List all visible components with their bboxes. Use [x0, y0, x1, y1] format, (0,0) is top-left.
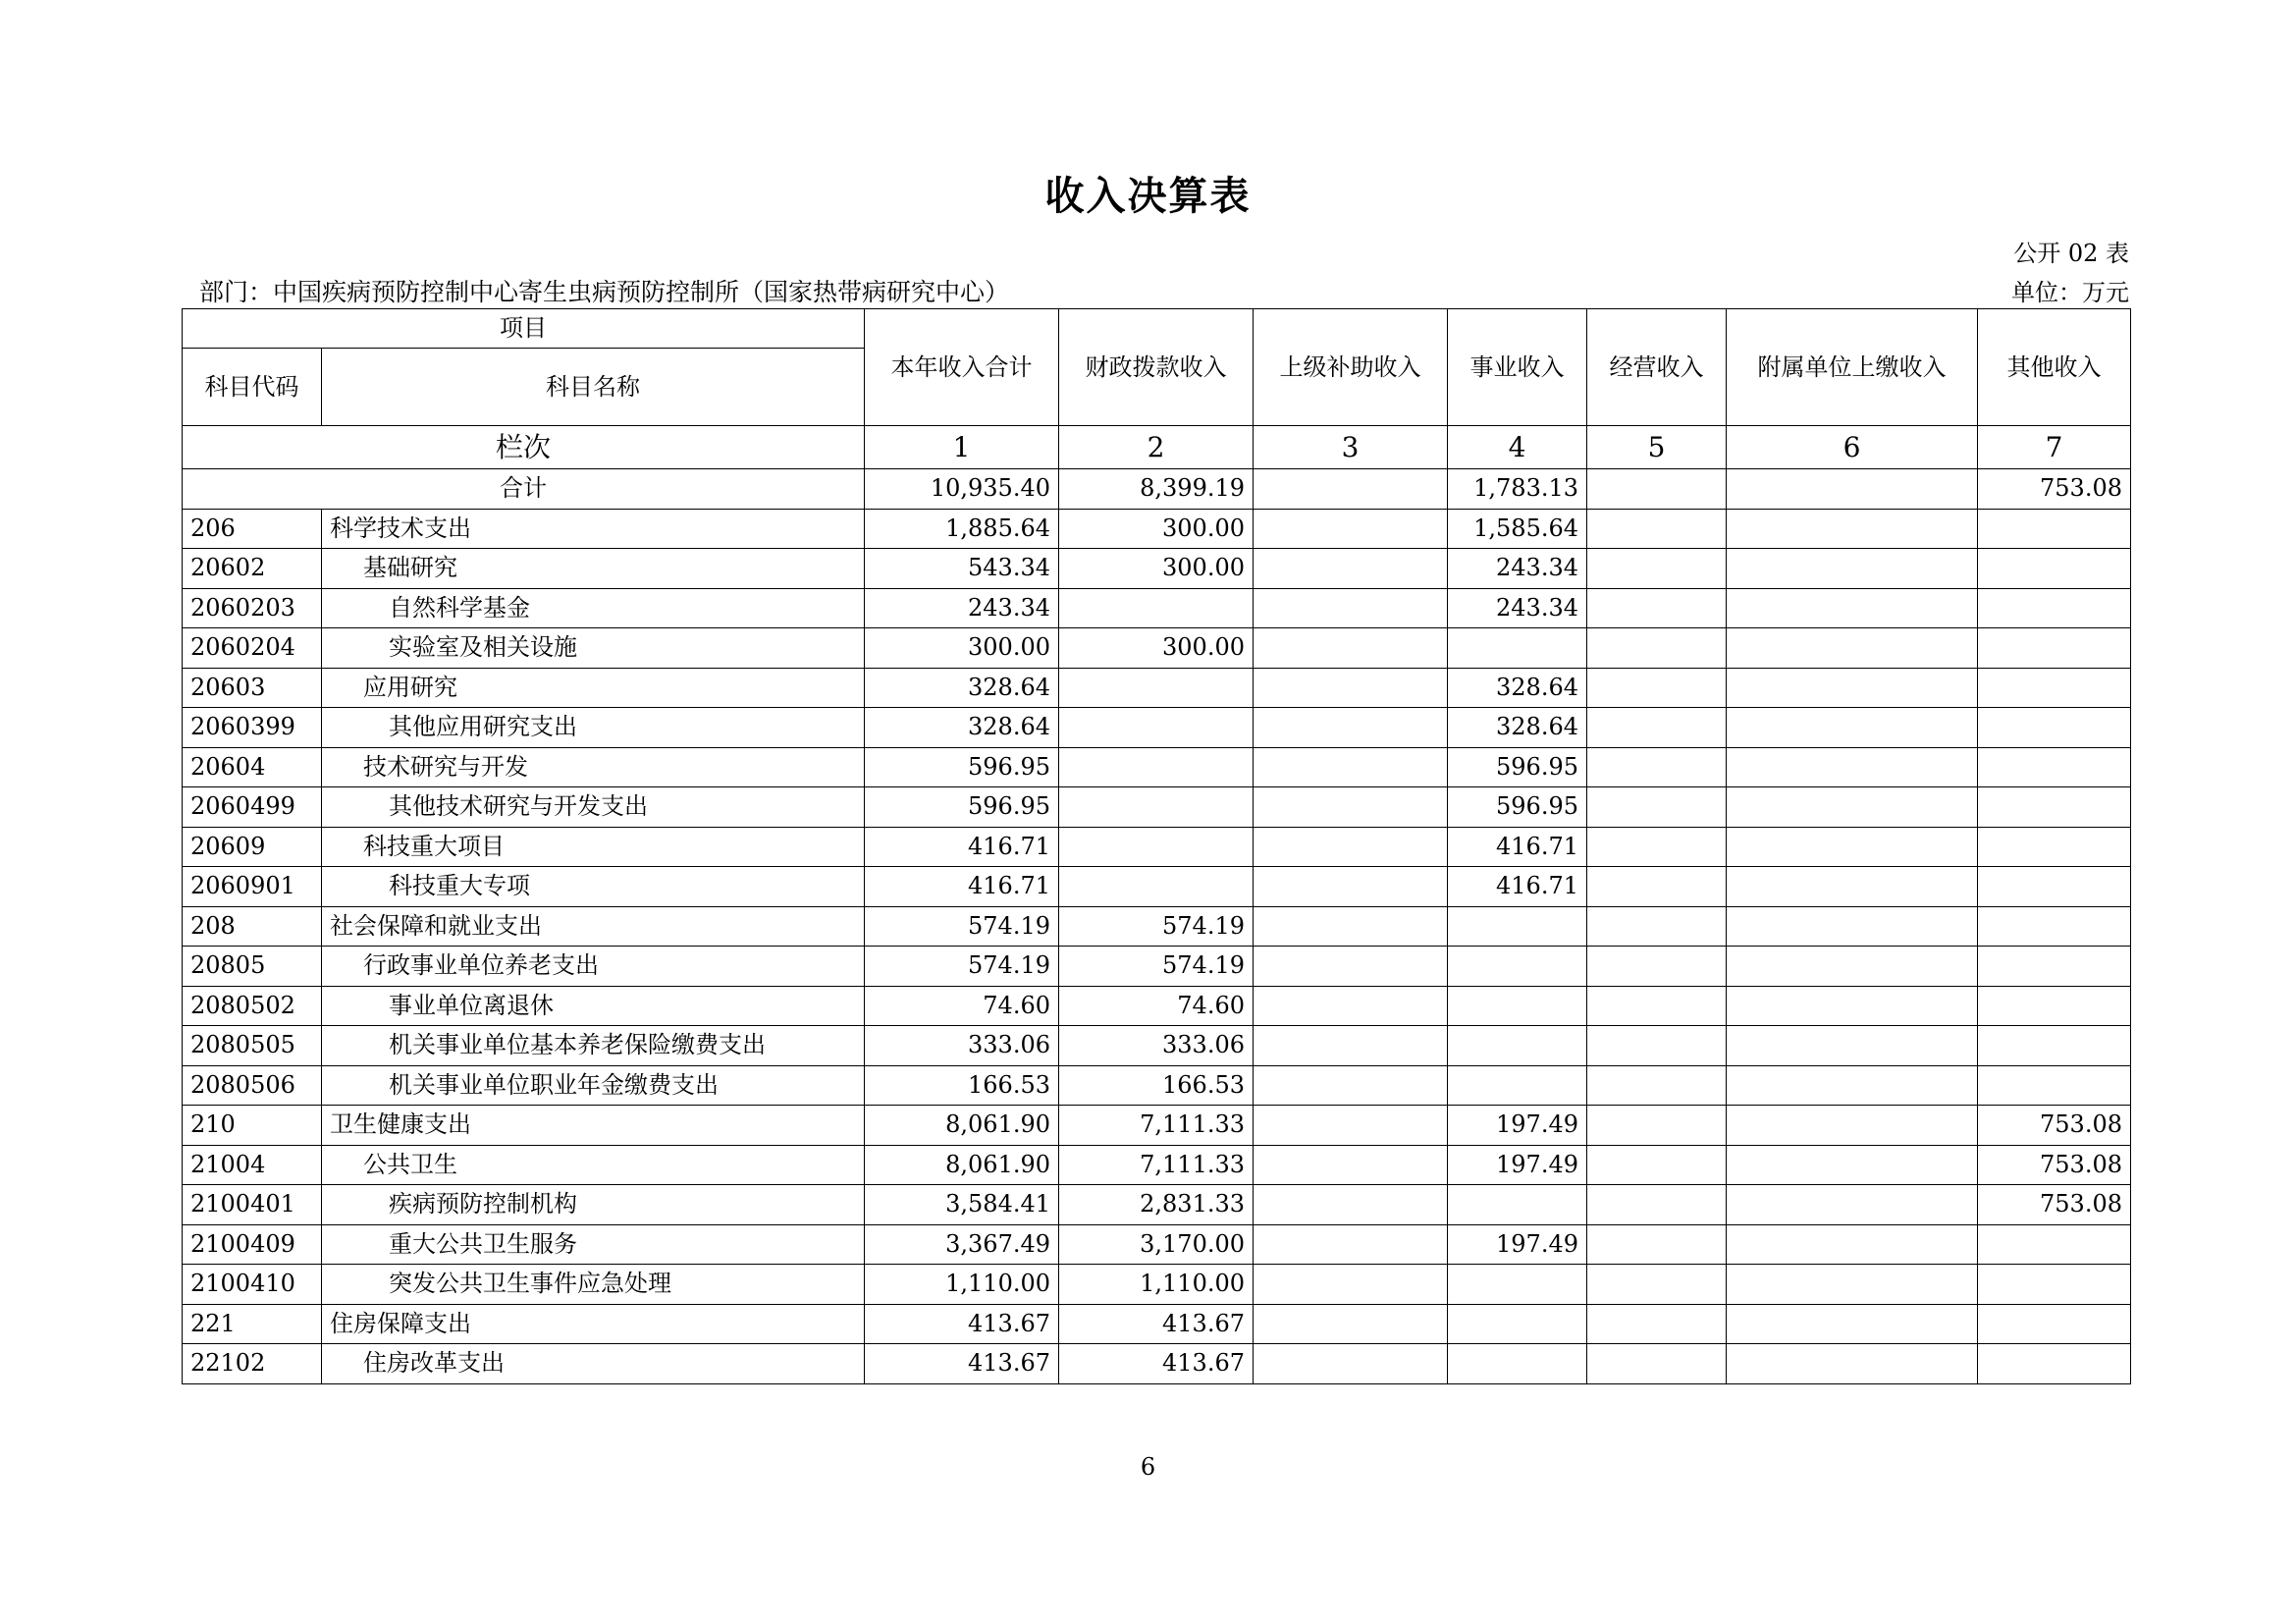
table-row — [183, 1344, 2131, 1384]
value-col2 — [1059, 747, 1254, 787]
value-col5 — [1587, 947, 1727, 987]
value-col1: 543.34 — [865, 549, 1059, 589]
value-col1: 328.64 — [865, 668, 1059, 708]
subject-code: 2060203 — [183, 588, 322, 628]
subject-code: 22102 — [183, 1344, 322, 1384]
form-number: 公开 02 表 — [2013, 240, 2129, 267]
value-col7: 753.08 — [1978, 1145, 2131, 1185]
value-col7 — [1978, 1224, 2131, 1265]
value-col6 — [1727, 947, 1978, 987]
value-col6 — [1727, 549, 1978, 589]
value-col1: 1,885.64 — [865, 509, 1059, 549]
table-row — [183, 867, 2131, 907]
value-col1: 333.06 — [865, 1026, 1059, 1066]
value-col3 — [1254, 1344, 1448, 1384]
value-col6 — [1727, 1185, 1978, 1225]
value-col2: 166.53 — [1059, 1065, 1254, 1106]
header-col4: 事业收入 — [1448, 309, 1587, 426]
value-col6 — [1727, 1065, 1978, 1106]
table-row — [183, 1145, 2131, 1185]
value-col6 — [1727, 1106, 1978, 1146]
value-col1: 596.95 — [865, 747, 1059, 787]
subject-name: 实验室及相关设施 — [322, 628, 865, 669]
subject-code: 20805 — [183, 947, 322, 987]
value-col1: 3,367.49 — [865, 1224, 1059, 1265]
subject-name: 基础研究 — [322, 549, 865, 589]
value-col3 — [1254, 1265, 1448, 1305]
value-col5 — [1587, 549, 1727, 589]
value-col7 — [1978, 509, 2131, 549]
value-col5 — [1587, 1065, 1727, 1106]
index-c3: 3 — [1254, 426, 1448, 469]
index-c1: 1 — [865, 426, 1059, 469]
income-table — [182, 308, 2131, 1384]
value-col6 — [1727, 1145, 1978, 1185]
table-row — [183, 906, 2131, 947]
value-col4: 243.34 — [1448, 588, 1587, 628]
subject-code: 20609 — [183, 827, 322, 867]
subject-code: 2080506 — [183, 1065, 322, 1106]
subject-name: 行政事业单位养老支出 — [322, 947, 865, 987]
value-col5 — [1587, 1185, 1727, 1225]
value-col4: 416.71 — [1448, 827, 1587, 867]
subject-name: 住房改革支出 — [322, 1344, 865, 1384]
subject-code: 2060399 — [183, 708, 322, 748]
total-c6 — [1727, 469, 1978, 510]
value-col4 — [1448, 1344, 1587, 1384]
value-col3 — [1254, 708, 1448, 748]
subject-name: 疾病预防控制机构 — [322, 1185, 865, 1225]
value-col7 — [1978, 668, 2131, 708]
subject-name: 机关事业单位基本养老保险缴费支出 — [322, 1026, 865, 1066]
table-row — [183, 747, 2131, 787]
value-col2: 1,110.00 — [1059, 1265, 1254, 1305]
value-col2 — [1059, 787, 1254, 828]
value-col2: 74.60 — [1059, 986, 1254, 1026]
value-col6 — [1727, 867, 1978, 907]
table-row — [183, 827, 2131, 867]
header-name: 科目名称 — [322, 349, 865, 426]
value-col6 — [1727, 1344, 1978, 1384]
index-c2: 2 — [1059, 426, 1254, 469]
table-row — [183, 708, 2131, 748]
header-col6: 附属单位上缴收入 — [1727, 309, 1978, 426]
value-col3 — [1254, 986, 1448, 1026]
total-c1: 10,935.40 — [865, 469, 1059, 510]
total-c7: 753.08 — [1978, 469, 2131, 510]
value-col1: 596.95 — [865, 787, 1059, 828]
subject-name: 应用研究 — [322, 668, 865, 708]
table-row — [183, 1106, 2131, 1146]
value-col5 — [1587, 986, 1727, 1026]
value-col5 — [1587, 1344, 1727, 1384]
value-col4 — [1448, 1304, 1587, 1344]
subject-code: 2100410 — [183, 1265, 322, 1305]
table-row — [183, 947, 2131, 987]
subject-name: 其他技术研究与开发支出 — [322, 787, 865, 828]
value-col5 — [1587, 708, 1727, 748]
value-col2: 574.19 — [1059, 906, 1254, 947]
subject-name: 科学技术支出 — [322, 509, 865, 549]
value-col4 — [1448, 1265, 1587, 1305]
subject-name: 技术研究与开发 — [322, 747, 865, 787]
value-col5 — [1587, 747, 1727, 787]
value-col7 — [1978, 1344, 2131, 1384]
value-col6 — [1727, 628, 1978, 669]
department-label: 部门：中国疾病预防控制中心寄生虫病预防控制所（国家热带病研究中心） — [199, 278, 1010, 306]
value-col2: 413.67 — [1059, 1344, 1254, 1384]
value-col2: 7,111.33 — [1059, 1145, 1254, 1185]
value-col1: 8,061.90 — [865, 1145, 1059, 1185]
value-col3 — [1254, 628, 1448, 669]
value-col3 — [1254, 1065, 1448, 1106]
value-col2: 300.00 — [1059, 509, 1254, 549]
value-col3 — [1254, 668, 1448, 708]
value-col7 — [1978, 986, 2131, 1026]
value-col6 — [1727, 1224, 1978, 1265]
value-col3 — [1254, 787, 1448, 828]
total-c5 — [1587, 469, 1727, 510]
subject-name: 重大公共卫生服务 — [322, 1224, 865, 1265]
value-col3 — [1254, 827, 1448, 867]
column-index-row — [183, 426, 2131, 469]
subject-name: 住房保障支出 — [322, 1304, 865, 1344]
page-title: 收入决算表 — [1044, 173, 1252, 219]
header-item: 项目 — [183, 309, 865, 349]
subject-code: 206 — [183, 509, 322, 549]
subject-code: 2080505 — [183, 1026, 322, 1066]
subject-name: 社会保障和就业支出 — [322, 906, 865, 947]
subject-name: 自然科学基金 — [322, 588, 865, 628]
table-row — [183, 986, 2131, 1026]
value-col2: 2,831.33 — [1059, 1185, 1254, 1225]
subject-name: 突发公共卫生事件应急处理 — [322, 1265, 865, 1305]
value-col3 — [1254, 1304, 1448, 1344]
value-col6 — [1727, 787, 1978, 828]
value-col2 — [1059, 668, 1254, 708]
value-col3 — [1254, 588, 1448, 628]
table-row — [183, 1224, 2131, 1265]
value-col2 — [1059, 827, 1254, 867]
value-col1: 416.71 — [865, 867, 1059, 907]
subject-code: 221 — [183, 1304, 322, 1344]
header-col7: 其他收入 — [1978, 309, 2131, 426]
value-col1: 8,061.90 — [865, 1106, 1059, 1146]
header-col2: 财政拨款收入 — [1059, 309, 1254, 426]
value-col5 — [1587, 509, 1727, 549]
value-col6 — [1727, 668, 1978, 708]
value-col4 — [1448, 1065, 1587, 1106]
value-col4 — [1448, 986, 1587, 1026]
value-col7: 753.08 — [1978, 1106, 2131, 1146]
value-col7 — [1978, 827, 2131, 867]
value-col5 — [1587, 906, 1727, 947]
value-col2: 300.00 — [1059, 549, 1254, 589]
value-col2: 413.67 — [1059, 1304, 1254, 1344]
value-col1: 416.71 — [865, 827, 1059, 867]
value-col5 — [1587, 1026, 1727, 1066]
subject-name: 机关事业单位职业年金缴费支出 — [322, 1065, 865, 1106]
value-col7 — [1978, 1265, 2131, 1305]
value-col5 — [1587, 588, 1727, 628]
value-col5 — [1587, 1265, 1727, 1305]
value-col1: 413.67 — [865, 1344, 1059, 1384]
subject-name: 卫生健康支出 — [322, 1106, 865, 1146]
value-col6 — [1727, 747, 1978, 787]
value-col4 — [1448, 947, 1587, 987]
value-col6 — [1727, 906, 1978, 947]
value-col5 — [1587, 827, 1727, 867]
value-col7 — [1978, 1304, 2131, 1344]
value-col4: 328.64 — [1448, 708, 1587, 748]
value-col4: 1,585.64 — [1448, 509, 1587, 549]
value-col4: 197.49 — [1448, 1145, 1587, 1185]
value-col3 — [1254, 1145, 1448, 1185]
table-row — [183, 549, 2131, 589]
unit-label: 单位：万元 — [2011, 279, 2129, 306]
value-col2: 3,170.00 — [1059, 1224, 1254, 1265]
value-col6 — [1727, 1304, 1978, 1344]
value-col5 — [1587, 787, 1727, 828]
subject-code: 2060901 — [183, 867, 322, 907]
total-c3 — [1254, 469, 1448, 510]
index-c4: 4 — [1448, 426, 1587, 469]
value-col4 — [1448, 906, 1587, 947]
value-col4: 197.49 — [1448, 1106, 1587, 1146]
value-col7 — [1978, 787, 2131, 828]
subject-code: 20602 — [183, 549, 322, 589]
total-row — [183, 469, 2131, 510]
value-col6 — [1727, 708, 1978, 748]
value-col5 — [1587, 668, 1727, 708]
value-col4: 596.95 — [1448, 787, 1587, 828]
value-col1: 413.67 — [865, 1304, 1059, 1344]
subject-name: 公共卫生 — [322, 1145, 865, 1185]
header-col3: 上级补助收入 — [1254, 309, 1448, 426]
subject-name: 其他应用研究支出 — [322, 708, 865, 748]
value-col3 — [1254, 1106, 1448, 1146]
value-col1: 166.53 — [865, 1065, 1059, 1106]
header-code: 科目代码 — [183, 349, 322, 426]
total-label: 合计 — [183, 469, 865, 510]
value-col7: 753.08 — [1978, 1185, 2131, 1225]
value-col4: 596.95 — [1448, 747, 1587, 787]
table-row — [183, 1265, 2131, 1305]
subject-code: 20604 — [183, 747, 322, 787]
value-col1: 243.34 — [865, 588, 1059, 628]
value-col6 — [1727, 1265, 1978, 1305]
subject-code: 21004 — [183, 1145, 322, 1185]
total-c4: 1,783.13 — [1448, 469, 1587, 510]
value-col4 — [1448, 1026, 1587, 1066]
value-col5 — [1587, 867, 1727, 907]
value-col1: 1,110.00 — [865, 1265, 1059, 1305]
value-col3 — [1254, 1185, 1448, 1225]
value-col6 — [1727, 509, 1978, 549]
value-col6 — [1727, 986, 1978, 1026]
value-col7 — [1978, 747, 2131, 787]
value-col7 — [1978, 588, 2131, 628]
subject-name: 科技重大专项 — [322, 867, 865, 907]
subject-code: 20603 — [183, 668, 322, 708]
value-col5 — [1587, 1304, 1727, 1344]
value-col3 — [1254, 509, 1448, 549]
header-col5: 经营收入 — [1587, 309, 1727, 426]
value-col4 — [1448, 1185, 1587, 1225]
table-row — [183, 628, 2131, 669]
value-col2: 7,111.33 — [1059, 1106, 1254, 1146]
index-c6: 6 — [1727, 426, 1978, 469]
value-col4: 416.71 — [1448, 867, 1587, 907]
value-col4: 197.49 — [1448, 1224, 1587, 1265]
value-col7 — [1978, 549, 2131, 589]
value-col3 — [1254, 947, 1448, 987]
index-c5: 5 — [1587, 426, 1727, 469]
table-row — [183, 509, 2131, 549]
subject-code: 210 — [183, 1106, 322, 1146]
value-col3 — [1254, 1026, 1448, 1066]
value-col5 — [1587, 1106, 1727, 1146]
table-row — [183, 787, 2131, 828]
value-col7 — [1978, 708, 2131, 748]
value-col6 — [1727, 588, 1978, 628]
subject-code: 208 — [183, 906, 322, 947]
value-col7 — [1978, 628, 2131, 669]
table-row — [183, 588, 2131, 628]
page-number: 6 — [1140, 1453, 1156, 1481]
value-col2: 333.06 — [1059, 1026, 1254, 1066]
value-col2 — [1059, 588, 1254, 628]
value-col2 — [1059, 867, 1254, 907]
value-col7 — [1978, 1026, 2131, 1066]
value-col5 — [1587, 1145, 1727, 1185]
subject-code: 2060499 — [183, 787, 322, 828]
value-col4: 243.34 — [1448, 549, 1587, 589]
value-col3 — [1254, 549, 1448, 589]
value-col3 — [1254, 867, 1448, 907]
value-col2: 574.19 — [1059, 947, 1254, 987]
table-row — [183, 1065, 2131, 1106]
subject-code: 2100401 — [183, 1185, 322, 1225]
header-row-top — [183, 309, 2131, 349]
value-col3 — [1254, 747, 1448, 787]
value-col1: 574.19 — [865, 947, 1059, 987]
subject-code: 2080502 — [183, 986, 322, 1026]
value-col7 — [1978, 1065, 2131, 1106]
value-col7 — [1978, 867, 2131, 907]
index-c7: 7 — [1978, 426, 2131, 469]
value-col7 — [1978, 947, 2131, 987]
index-label: 栏次 — [183, 426, 865, 469]
subject-name: 科技重大项目 — [322, 827, 865, 867]
value-col2 — [1059, 708, 1254, 748]
value-col3 — [1254, 1224, 1448, 1265]
value-col7 — [1978, 906, 2131, 947]
table-row — [183, 1026, 2131, 1066]
table-row — [183, 1185, 2131, 1225]
value-col4: 328.64 — [1448, 668, 1587, 708]
value-col3 — [1254, 906, 1448, 947]
value-col2: 300.00 — [1059, 628, 1254, 669]
table-row — [183, 668, 2131, 708]
table-row — [183, 1304, 2131, 1344]
value-col5 — [1587, 628, 1727, 669]
value-col1: 3,584.41 — [865, 1185, 1059, 1225]
value-col1: 74.60 — [865, 986, 1059, 1026]
subject-code: 2060204 — [183, 628, 322, 669]
value-col6 — [1727, 1026, 1978, 1066]
header-col1: 本年收入合计 — [865, 309, 1059, 426]
value-col1: 328.64 — [865, 708, 1059, 748]
value-col5 — [1587, 1224, 1727, 1265]
subject-name: 事业单位离退休 — [322, 986, 865, 1026]
value-col1: 574.19 — [865, 906, 1059, 947]
subject-code: 2100409 — [183, 1224, 322, 1265]
total-c2: 8,399.19 — [1059, 469, 1254, 510]
value-col1: 300.00 — [865, 628, 1059, 669]
value-col6 — [1727, 827, 1978, 867]
value-col4 — [1448, 628, 1587, 669]
